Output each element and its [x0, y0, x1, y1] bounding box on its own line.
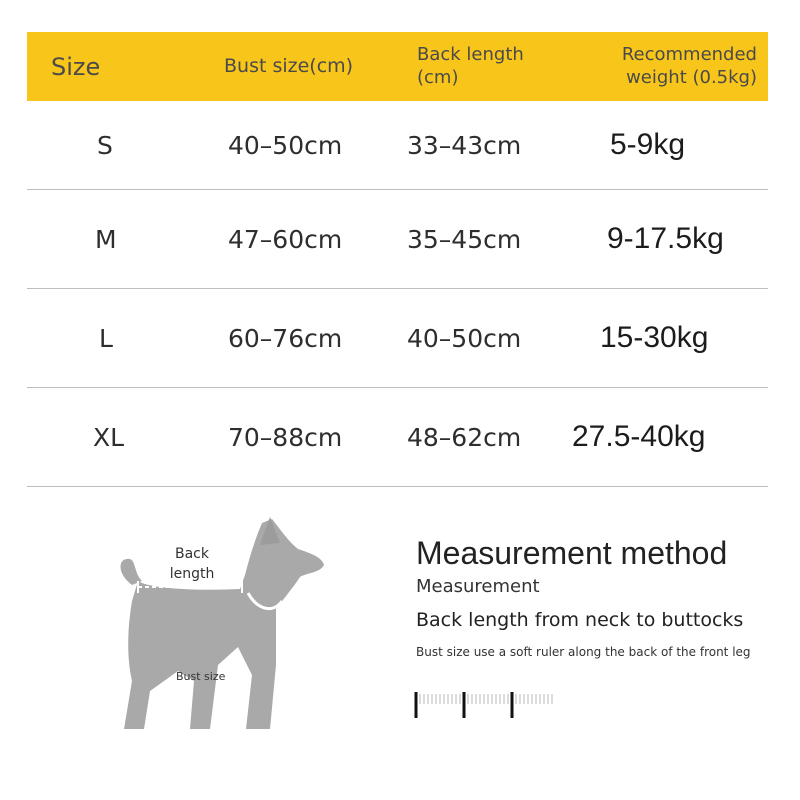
back-length-label-line1: Back: [175, 546, 209, 562]
method-bust-size-text: Bust size use a soft ruler along the back of the front leg: [416, 645, 751, 659]
method-subtitle: Measurement: [416, 576, 540, 597]
table-row: [27, 289, 768, 388]
table-row: [27, 101, 768, 190]
row-bust: 70–88cm: [228, 422, 343, 452]
row-weight: 27.5-40kg: [572, 420, 706, 453]
row-back-length: 40–50cm: [407, 323, 522, 353]
table-row: [27, 388, 768, 487]
row-back-length: 33–43cm: [407, 130, 522, 160]
size-table: [27, 32, 768, 453]
dog-silhouette-icon: [110, 515, 360, 750]
row-weight: 9-17.5kg: [607, 222, 724, 255]
ruler-icon: [414, 690, 559, 720]
row-back-length: 35–45cm: [407, 224, 522, 254]
row-size: S: [97, 130, 113, 160]
method-back-length-text: Back length from neck to buttocks: [416, 609, 744, 631]
method-title: Measurement method: [416, 535, 728, 571]
row-size: L: [99, 323, 113, 353]
bust-size-label: Bust size: [176, 670, 226, 683]
row-weight: 15-30kg: [600, 321, 709, 354]
header-bust-size: Bust size(cm): [224, 54, 354, 77]
table-header: [27, 32, 768, 101]
header-back-length: [417, 32, 524, 101]
row-bust: 47–60cm: [228, 224, 343, 254]
header-weight-line1: Recommended: [621, 44, 757, 65]
row-weight: 5-9kg: [610, 128, 686, 161]
back-length-label: [162, 545, 222, 584]
header-recommended-weight: [597, 32, 757, 101]
row-bust: 40–50cm: [228, 130, 343, 160]
row-bust: 60–76cm: [228, 323, 343, 353]
measurement-method: [416, 535, 796, 659]
back-length-label-line2: length: [169, 565, 215, 582]
header-back-length-line2: (cm): [417, 66, 459, 88]
row-back-length: 48–62cm: [407, 422, 522, 452]
row-size: XL: [93, 422, 125, 452]
header-weight-line2: weight (0.5kg): [626, 66, 757, 88]
table-row: [27, 190, 768, 289]
header-back-length-line1: Back length: [417, 44, 524, 65]
measurement-diagram: [110, 515, 360, 750]
header-size: Size: [51, 52, 101, 81]
row-size: M: [95, 224, 117, 254]
